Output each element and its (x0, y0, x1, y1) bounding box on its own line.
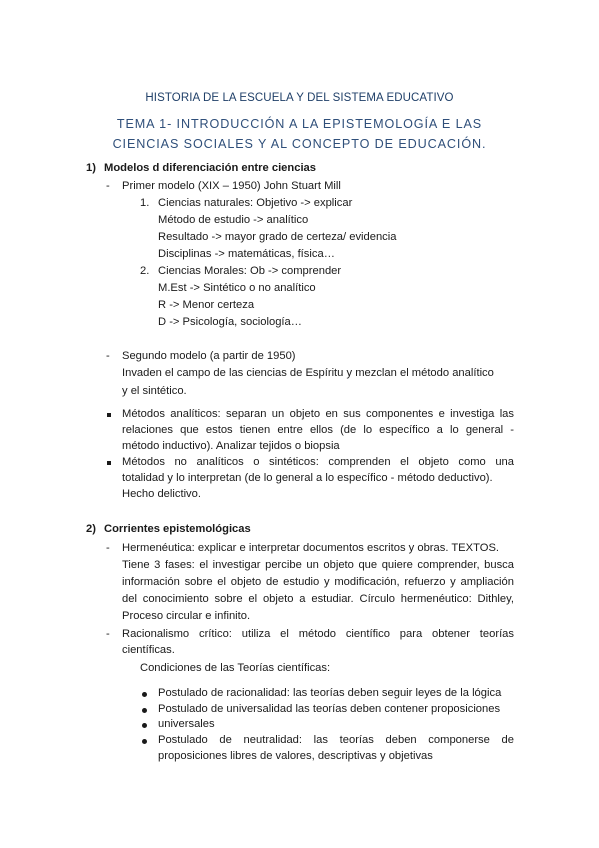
hermeneutica-line5: Proceso circular e infinito. (122, 610, 251, 622)
dash-bullet: - (106, 350, 110, 362)
metodo-estudio: Método de estudio -> analítico (158, 214, 309, 226)
hermeneutica-line2: Tiene 3 fases: el investigar percibe un objeto que quiere comprender, busca (122, 559, 514, 571)
hermeneutica-line1: Hermenéutica: explicar e interpretar documentos escritos y obras. TEXTOS. (122, 542, 500, 554)
ciencias-morales: Ciencias Morales: Ob -> comprender (158, 265, 342, 277)
bullet-icon (142, 739, 147, 744)
postulado-universalidad: Postulado de universalidad las teorías deben contener proposiciones (158, 703, 501, 715)
document-subtitle-line2: CIENCIAS SOCIALES Y AL CONCEPTO DE EDUCACIÓN. (112, 137, 487, 151)
no-analiticos-line3: Hecho delictivo. (122, 488, 201, 500)
postulado-racionalidad: Postulado de racionalidad: las teorías deben seguir leyes de la lógica (158, 687, 502, 699)
section1-heading: Modelos d diferenciación entre ciencias (104, 162, 317, 174)
bullet-icon (142, 723, 147, 728)
list-number: 2. (140, 265, 150, 277)
segundo-modelo: Segundo modelo (a partir de 1950) (122, 350, 296, 362)
r-certeza: R -> Menor certeza (158, 299, 255, 311)
condiciones-heading: Condiciones de las Teorías científicas: (140, 662, 331, 674)
section2-number: 2) (86, 523, 96, 535)
ciencias-naturales: Ciencias naturales: Objetivo -> explicar (158, 197, 353, 209)
d-disciplinas: D -> Psicología, sociología… (158, 316, 302, 328)
section1-number: 1) (86, 162, 96, 174)
no-analiticos-line2: totalidad y lo interpretan (de lo general a lo específico - método deductivo). (122, 472, 493, 484)
square-bullet-icon (107, 413, 111, 417)
disciplinas: Disciplinas -> matemáticas, física… (158, 248, 335, 260)
primer-modelo: Primer modelo (XIX – 1950) John Stuart Mill (122, 180, 341, 192)
analiticos-line2: relaciones que estos tienen entre ellos (de lo específico a lo general - (122, 424, 514, 436)
square-bullet-icon (107, 461, 111, 465)
document-title: HISTORIA DE LA ESCUELA Y DEL SISTEMA EDUCATIVO (145, 92, 454, 104)
metodo-est: M.Est -> Sintético o no analítico (158, 282, 316, 294)
bullet-icon (142, 708, 147, 713)
invaden-line1: Invaden el campo de las ciencias de Espíritu y mezclan el método analítico (122, 367, 494, 379)
dash-bullet: - (106, 628, 110, 640)
hermeneutica-line3: información sobre el objeto de estudio y modificación, refuerzo y ampliación (122, 576, 514, 588)
analiticos-line3: método inductivo). Analizar tejidos o biopsia (122, 440, 340, 452)
section2-heading: Corrientes epistemológicas (104, 523, 251, 535)
racionalismo-line1: Racionalismo crítico: utiliza el método científico para obtener teorías (122, 628, 514, 640)
document-subtitle-line1: TEMA 1- INTRODUCCIÓN A LA EPISTEMOLOGÍA E LAS (116, 117, 483, 131)
dash-bullet: - (106, 180, 110, 192)
invaden-line2: y el sintético. (122, 385, 187, 397)
postulado-neutralidad-line1: Postulado de neutralidad: las teorías deben componerse de (158, 734, 514, 746)
no-analiticos-line1: Métodos no analíticos o sintéticos: comprenden el objeto como una (122, 456, 514, 468)
analiticos-line1: Métodos analíticos: separan un objeto en sus componentes e investiga las (122, 408, 514, 420)
resultado: Resultado -> mayor grado de certeza/ evidencia (158, 231, 397, 243)
bullet-icon (142, 692, 147, 697)
hermeneutica-line4: del conocimiento sobre el objeto a estudiar. Círculo hermenéutico: Dithley, (122, 593, 514, 605)
dash-bullet: - (106, 542, 110, 554)
list-number: 1. (140, 197, 150, 209)
racionalismo-line2: científicas. (122, 644, 175, 656)
postulado-universales: universales (158, 718, 215, 730)
postulado-neutralidad-line2: proposiciones libres de valores, descriptivas y objetivas (158, 750, 433, 762)
